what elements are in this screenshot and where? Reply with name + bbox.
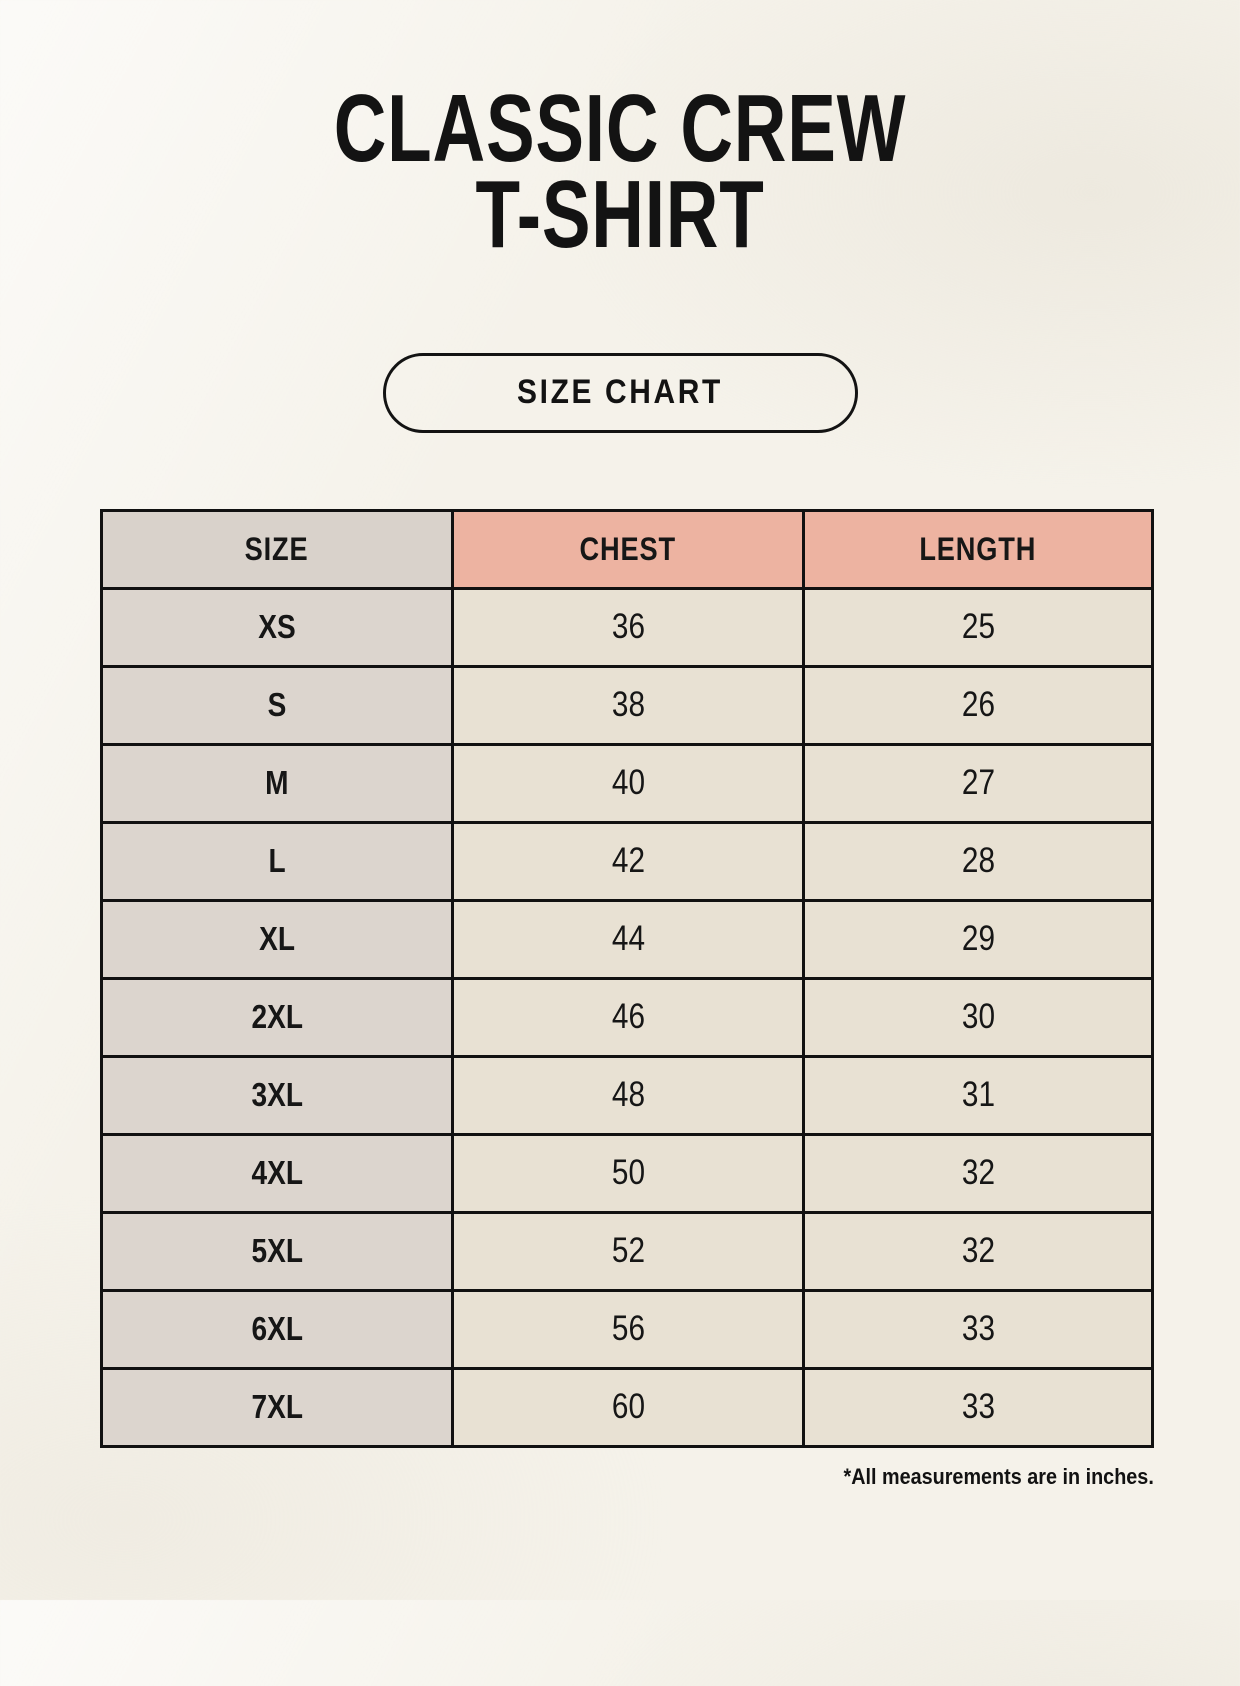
size-cell — [102, 822, 453, 900]
title-line-1: CLASSIC CREW — [333, 75, 907, 182]
length-cell — [804, 666, 1153, 744]
chest-cell — [453, 978, 804, 1056]
length-cell-value: 30 — [961, 997, 995, 1037]
chest-cell-value: 36 — [611, 607, 645, 647]
chest-cell — [453, 588, 804, 666]
size-cell-value: L — [268, 842, 286, 880]
chest-cell-value: 44 — [611, 919, 645, 959]
chest-cell — [453, 1212, 804, 1290]
table-row — [102, 588, 1153, 666]
chest-cell — [453, 666, 804, 744]
size-cell — [102, 666, 453, 744]
size-cell — [102, 900, 453, 978]
size-cell — [102, 1212, 453, 1290]
length-cell — [804, 1290, 1153, 1368]
length-cell — [804, 900, 1153, 978]
length-cell — [804, 822, 1153, 900]
size-cell — [102, 1134, 453, 1212]
header-label-size: SIZE — [245, 530, 309, 567]
measurements-footnote-text: *All measurements are in inches. — [843, 1463, 1154, 1489]
size-cell-value: 2XL — [251, 998, 303, 1036]
chest-cell — [453, 822, 804, 900]
chest-cell-value: 48 — [611, 1075, 645, 1115]
size-table-body — [102, 588, 1153, 1446]
size-chart-button-label: SIZE CHART — [517, 373, 723, 412]
table-row — [102, 744, 1153, 822]
table-row — [102, 1056, 1153, 1134]
chest-cell — [453, 1056, 804, 1134]
length-cell — [804, 588, 1153, 666]
title-line-2: T-SHIRT — [475, 161, 765, 269]
size-chart-button[interactable] — [383, 353, 858, 433]
chest-cell — [453, 1368, 804, 1446]
size-cell-value: M — [265, 764, 289, 802]
size-cell-value: XS — [258, 608, 296, 646]
length-cell — [804, 978, 1153, 1056]
size-cell — [102, 978, 453, 1056]
length-cell — [804, 1134, 1153, 1212]
measurements-footnote — [100, 1464, 1154, 1490]
header-cell-length — [804, 510, 1153, 588]
length-cell-value: 25 — [961, 607, 995, 647]
chest-cell — [453, 1134, 804, 1212]
length-cell — [804, 1368, 1153, 1446]
size-cell-value: 5XL — [251, 1232, 303, 1270]
header-label-length: LENGTH — [919, 530, 1037, 567]
length-cell-value: 26 — [961, 685, 995, 725]
table-row — [102, 1212, 1153, 1290]
table-row — [102, 822, 1153, 900]
chest-cell — [453, 1290, 804, 1368]
size-cell-value: 6XL — [251, 1310, 303, 1348]
length-cell-value: 27 — [961, 763, 995, 803]
header-cell-chest — [453, 510, 804, 588]
size-cell-value: S — [267, 686, 287, 724]
table-row — [102, 1134, 1153, 1212]
table-row — [102, 1290, 1153, 1368]
header-cell-size — [102, 510, 453, 588]
chest-cell-value: 52 — [611, 1231, 645, 1271]
length-cell-value: 33 — [961, 1309, 995, 1349]
size-cell — [102, 1368, 453, 1446]
header-label-chest: CHEST — [579, 530, 677, 567]
chest-cell — [453, 900, 804, 978]
size-cell-value: 4XL — [251, 1154, 303, 1192]
table-row — [102, 666, 1153, 744]
length-cell-value: 31 — [961, 1075, 995, 1115]
table-row — [102, 900, 1153, 978]
length-cell — [804, 744, 1153, 822]
chest-cell-value: 42 — [611, 841, 645, 881]
length-cell-value: 29 — [961, 919, 995, 959]
chest-cell-value: 50 — [611, 1153, 645, 1193]
table-row — [102, 978, 1153, 1056]
length-cell-value: 32 — [961, 1153, 995, 1193]
chest-cell-value: 60 — [611, 1387, 645, 1427]
chest-cell-value: 46 — [611, 997, 645, 1037]
size-cell-value: XL — [259, 920, 295, 958]
size-chart-table — [100, 509, 1154, 1448]
chest-cell-value: 40 — [611, 763, 645, 803]
size-cell — [102, 1290, 453, 1368]
length-cell-value: 32 — [961, 1231, 995, 1271]
chest-cell — [453, 744, 804, 822]
table-header-row — [102, 510, 1153, 588]
length-cell — [804, 1056, 1153, 1134]
length-cell — [804, 1212, 1153, 1290]
table-row — [102, 1368, 1153, 1446]
size-cell — [102, 1056, 453, 1134]
size-cell-value: 3XL — [251, 1076, 303, 1114]
chest-cell-value: 56 — [611, 1309, 645, 1349]
length-cell-value: 28 — [961, 841, 995, 881]
page-title — [149, 75, 1091, 269]
size-cell — [102, 744, 453, 822]
chest-cell-value: 38 — [611, 685, 645, 725]
size-cell-value: 7XL — [251, 1388, 303, 1426]
length-cell-value: 33 — [961, 1387, 995, 1427]
size-cell — [102, 588, 453, 666]
